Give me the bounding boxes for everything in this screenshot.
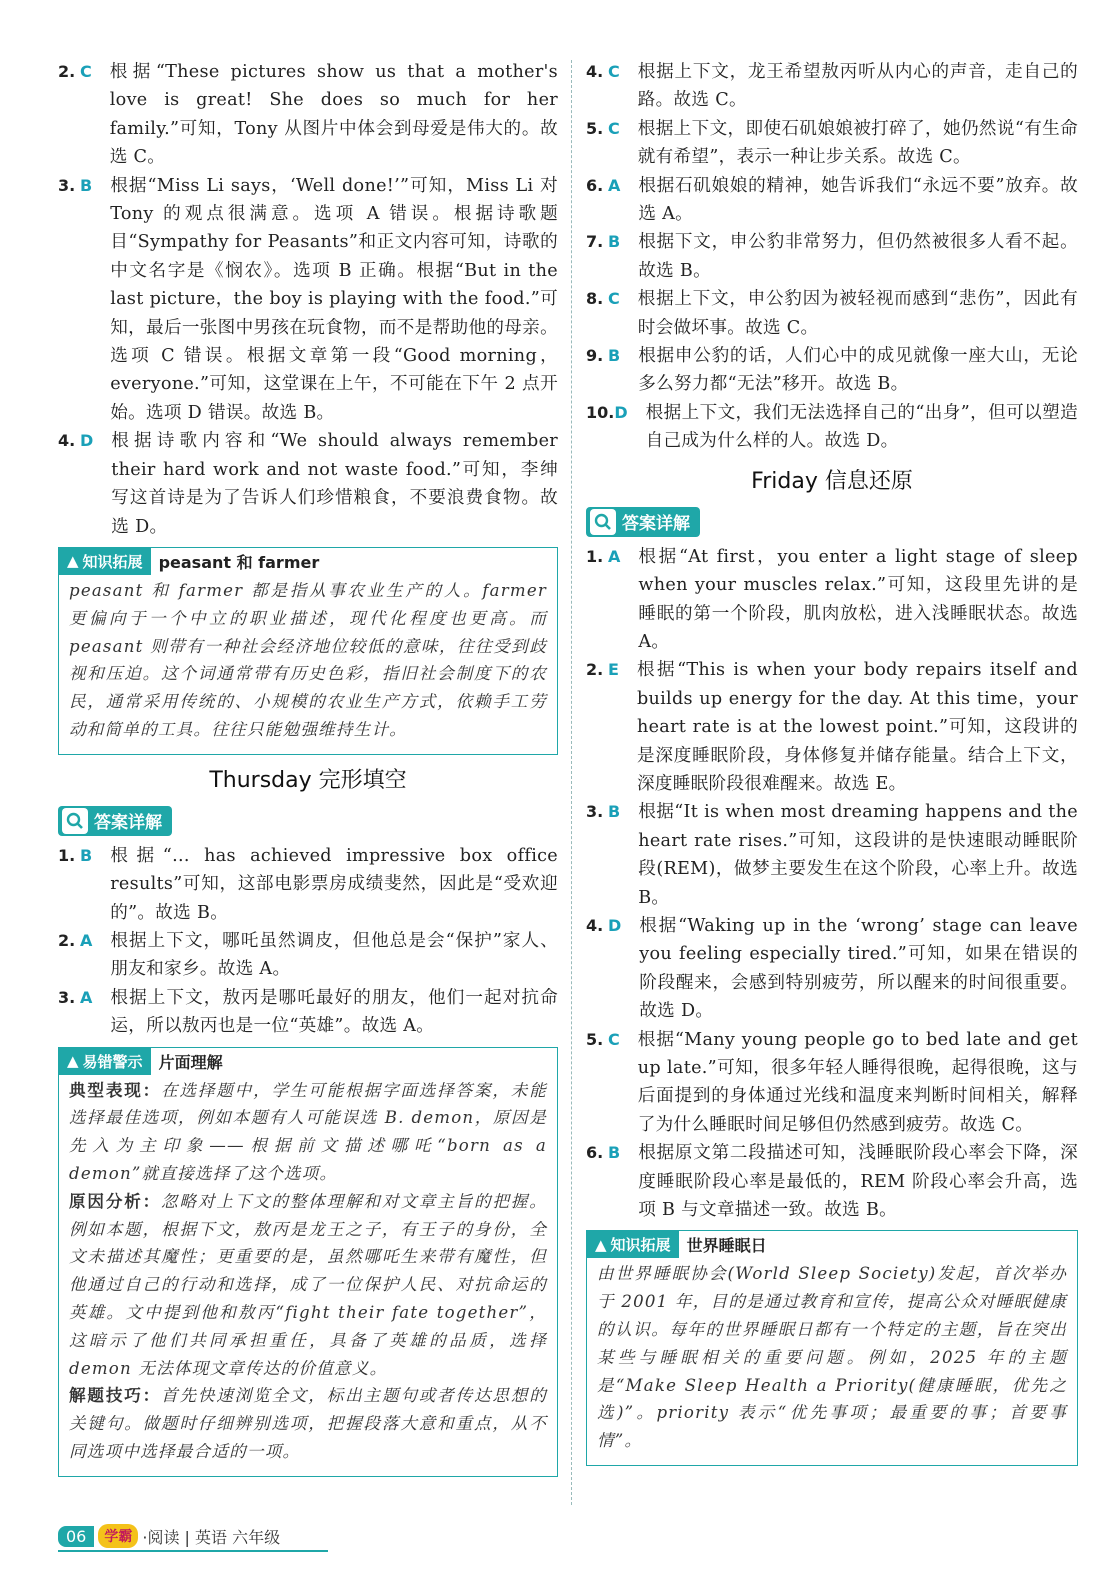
answer-letter: C: [608, 62, 620, 81]
answer-explanation: 根据石矶娘娘的精神，她告诉我们“永远不要”放弃。故选 A。: [638, 175, 1078, 225]
answer-explanation: 根据“… has achieved impressive box office results”可知，这部电影票房成绩斐然，因此是“受欢迎的”。故选 B。: [110, 845, 558, 923]
answer-item: 1. B 根据“… has achieved impressive box office results”可知，这部电影票房成绩斐然，因此是“受欢迎的”。故选 B。: [58, 842, 558, 927]
answer-letter: B: [608, 346, 621, 366]
warning-triangle-icon: ▲: [595, 1235, 607, 1254]
answer-explanation: 根据申公豹的话，人们心中的成见就像一座大山，无论多么努力都“无法”移开。故选 B。: [638, 346, 1078, 395]
answer-explanation: 根据上下文，敖丙是哪吒最好的朋友，他们一起对抗命运，所以敖丙也是一位“英雄”。故选 A。: [110, 987, 558, 1037]
section-title-friday: Friday 信息还原: [751, 468, 913, 494]
box-body: 由世界睡眠协会(World Sleep Society)发起，首次举办于 2001 年，目的是通过教育和宣传，提高公众对睡眠健康的认识。每年的世界睡眠日都有一个特定的主题，旨在突出某些与睡眠相关的重要问题。例如，2025 年的主题是“Make Sleep Health a Priority(健康睡眠，优先之选)”。priority 表示“优先事项；最重要的事；首要事情”。: [597, 1264, 1067, 1451]
answer-letter: A: [608, 546, 621, 566]
answer-item: 3. B 根据“Miss Li says，‘Well done!’”可知，Miss Li 对 Tony 的观点很满意。选项 A 错误。根据诗歌题目“Sympathy for Peasants”和正文内容可知，诗歌的中文名字是《悯农》。选项 B 正确。根据“But in the last picture，the boy is playing with the food.”可知，最后一张图中男孩在玩食物，而不是帮助他的母亲。选项 C 错误。根据文章第一段“Good morning，everyone.”可知，这堂课在上午，不可能在下午 2 点开始。选项 D 错误。故选 B。: [58, 172, 558, 428]
page-number: 06: [58, 1526, 94, 1547]
search-icon: [590, 509, 616, 535]
thursday-answers-cont: [586, 58, 1078, 456]
left-column: [58, 58, 558, 1485]
thursday-answers: [58, 842, 558, 1041]
answer-letter: C: [608, 289, 620, 309]
warning-box-one-sided: [58, 1047, 558, 1477]
answer-item: 2. E 根据“This is when your body repairs itself and builds up energy for the day. At this time，your heart rate is at the lowest point.”可知，这段讲的是深度睡眠阶段，身体修复并储存能量。结合上下文，深度睡眠阶段很难醒来。故选 E。: [586, 656, 1078, 798]
box-paragraph: 解题技巧：首先快速浏览全文，标出主题句或者传达思想的关键句。做题时仔细辨别选项，把握段落大意和重点，从不同选项中选择最合适的一项。: [69, 1386, 548, 1461]
answer-item: 7. B 根据下文，申公豹非常努力，但仍然被很多人看不起。故选 B。: [586, 228, 1078, 285]
answer-explanation: 根据下文，申公豹非常努力，但仍然被很多人看不起。故选 B。: [638, 232, 1078, 281]
answer-letter: B: [80, 175, 93, 195]
right-column: [586, 58, 1078, 1474]
answer-letter: B: [608, 1143, 621, 1163]
answer-detail-badge: 答案详解: [586, 507, 700, 537]
answer-letter: D: [608, 915, 622, 935]
answer-item: 9. B 根据申公豹的话，人们心中的成见就像一座大山，无论多么努力都“无法”移开。故选 B。: [586, 342, 1078, 399]
answer-letter: D: [614, 402, 628, 422]
answer-letter: A: [608, 175, 621, 195]
answer-letter: D: [80, 431, 94, 451]
friday-answers: [586, 543, 1078, 1225]
knowledge-box-peasant-farmer: [58, 547, 558, 755]
answer-letter: E: [608, 660, 619, 680]
warning-triangle-icon: ▲: [67, 1052, 79, 1071]
answer-explanation: 根据原文第二段描述可知，浅睡眠阶段心率会下降，深度睡眠阶段心率是最低的，REM 阶段心率会升高，选项 B 与文章描述一致。故选 B。: [638, 1143, 1078, 1221]
answer-letter: C: [608, 118, 620, 138]
answer-item: 4. D 根据“Waking up in the ‘wrong’ stage can leave you feeling especially tired.”可知，如果在错误的阶段醒来，会感到特别疲劳，所以醒来的时间很重要。故选 D。: [586, 912, 1078, 1026]
answer-explanation: 根据“Miss Li says，‘Well done!’”可知，Miss Li 对 Tony 的观点很满意。选项 A 错误。根据诗歌题目“Sympathy for Peasants”和正文内容可知，诗歌的中文名字是《悯农》。选项 B 正确。根据“But in the last picture，the boy is playing with the food.”可知，最后一张图中男孩在玩食物，而不是帮助他的母亲。选项 C 错误。根据文章第一段“Good morning，everyone.”可知，这堂课在上午，不可能在下午 2 点开始。选项 D 错误。故选 B。: [110, 175, 558, 423]
warning-tag: ▲ 易错警示: [59, 1048, 151, 1075]
answer-letter: B: [608, 232, 621, 252]
wednesday-answers: [58, 58, 558, 541]
answer-detail-badge: 答案详解: [58, 806, 172, 836]
answer-item: 6. B 根据原文第二段描述可知，浅睡眠阶段心率会下降，深度睡眠阶段心率是最低的，REM 阶段心率会升高，选项 B 与文章描述一致。故选 B。: [586, 1139, 1078, 1224]
page-footer: [58, 1524, 280, 1548]
answer-explanation: 根据“It is when most dreaming happens and the heart rate rises.”可知，这段讲的是快速眼动睡眠阶段(REM)，做梦主要发生在这个阶段，心率上升。故选 B。: [638, 802, 1078, 908]
answer-letter: C: [608, 1029, 620, 1049]
answer-letter: A: [80, 930, 93, 950]
box-paragraph: 原因分析：忽略对上下文的整体理解和对文章主旨的把握。例如本题，根据下文，敖丙是龙王之子，有王子的身份，全文未描述其魔性；更重要的是，虽然哪吒生来带有魔性，但他通过自己的行动和选择，成了一位保护人民、对抗命运的英雄。文中提到他和敖丙“fight their fate together”，这暗示了他们共同承担重任，具备了英雄的品质，选择 demon 无法体现文章传达的价值意义。: [69, 1191, 548, 1378]
box-title: 世界睡眠日: [686, 1236, 767, 1256]
answer-letter: C: [80, 62, 92, 81]
answer-letter: A: [80, 987, 93, 1007]
answer-explanation: 根据“This is when your body repairs itself and builds up energy for the day. At this time，your heart rate is at the lowest point.”可知，这段讲的是深度睡眠阶段，身体修复并储存能量。结合上下文，深度睡眠阶段很难醒来。故选 E。: [636, 660, 1078, 794]
box-title: peasant 和 farmer: [158, 552, 320, 572]
box-paragraph: 典型表现：在选择题中，学生可能根据字面选择答案，未能选择最佳选项，例如本题有人可能误选 B. demon，原因是先入为主印象——根据前文描述哪吒“born as a demon”就直接选择了这个选项。: [69, 1080, 548, 1183]
search-icon: [62, 808, 88, 834]
brand-logo: 学霸: [98, 1524, 138, 1548]
answer-letter: B: [608, 802, 621, 822]
answer-explanation: 根据“Many young people go to bed late and get up late.”可知，很多年轻人睡得很晚，起得很晚，这与后面提到的身体通过光线和温度来判断时间相关，解释了为什么睡眠时间足够但仍然感到疲劳。故选 C。: [637, 1029, 1078, 1135]
section-title-thursday: Thursday 完形填空: [209, 767, 407, 793]
answer-item: 4. C 根据上下文，龙王希望敖丙听从内心的声音，走自己的路。故选 C。: [586, 58, 1078, 115]
answer-explanation: 根据上下文，哪吒虽然调皮，但他总是会“保护”家人、朋友和家乡。故选 A。: [110, 930, 558, 980]
footer-line: [58, 1550, 328, 1552]
answer-item: 1. A 根据“At first，you enter a light stage of sleep when your muscles relax.”可知，这段里先讲的是睡眠的第一个阶段，肌肉放松，进入浅睡眠状态。故选 A。: [586, 543, 1078, 657]
knowledge-box-world-sleep-day: [586, 1230, 1078, 1466]
footer-text: ·阅读 | 英语 六年级: [142, 1527, 281, 1547]
answer-item: 5. C 根据上下文，即使石矶娘娘被打碎了，她仍然说“有生命就有希望”，表示一种让步关系。故选 C。: [586, 115, 1078, 172]
box-title: 片面理解: [158, 1052, 223, 1072]
answer-item: 3. A 根据上下文，敖丙是哪吒最好的朋友，他们一起对抗命运，所以敖丙也是一位“英雄”。故选 A。: [58, 984, 558, 1041]
box-body: [69, 1077, 547, 1466]
answer-item: 3. B 根据“It is when most dreaming happens and the heart rate rises.”可知，这段讲的是快速眼动睡眠阶段(REM)，做梦主要发生在这个阶段，心率上升。故选 B。: [586, 798, 1078, 912]
answer-explanation: 根据“At first，you enter a light stage of sleep when your muscles relax.”可知，这段里先讲的是睡眠的第一个阶段，肌肉放松，进入浅睡眠状态。故选 A。: [638, 546, 1078, 652]
answer-item: 4. D 根据诗歌内容和“We should always remember their hard work and not waste food.”可知，李绅写这首诗是为了告诉人们珍惜粮食，不要浪费食物。故选 D。: [58, 427, 558, 541]
answer-explanation: 根据上下文，即使石矶娘娘被打碎了，她仍然说“有生命就有希望”，表示一种让步关系。故选 C。: [637, 118, 1078, 168]
knowledge-tag: ▲ 知识拓展: [59, 548, 151, 575]
answer-explanation: 根据上下文，龙王希望敖丙听从内心的声音，走自己的路。故选 C。: [637, 62, 1078, 111]
answer-explanation: 根据上下文，我们无法选择自己的“出身”，但可以塑造自己成为什么样的人。故选 D。: [645, 402, 1078, 452]
answer-explanation: 根据上下文，申公豹因为被轻视而感到“悲伤”，因此有时会做坏事。故选 C。: [637, 289, 1078, 338]
warning-triangle-icon: ▲: [67, 552, 79, 571]
column-divider: [571, 60, 572, 1505]
answer-explanation: 根据诗歌内容和“We should always remember their hard work and not waste food.”可知，李绅写这首诗是为了告诉人们珍惜粮食，不要浪费食物。故选 D。: [111, 431, 558, 537]
knowledge-tag: ▲ 知识拓展: [587, 1231, 679, 1258]
answer-item: 5. C 根据“Many young people go to bed late and get up late.”可知，很多年轻人睡得很晚，起得很晚，这与后面提到的身体通过光线和温度来判断时间相关，解释了为什么睡眠时间足够但仍然感到疲劳。故选 C。: [586, 1026, 1078, 1140]
answer-letter: B: [80, 845, 93, 865]
answer-explanation: 根据“Waking up in the ‘wrong’ stage can leave you feeling especially tired.”可知，如果在错误的阶段醒来，会感到特别疲劳，所以醒来的时间很重要。故选 D。: [639, 915, 1078, 1022]
answer-item: 6. A 根据石矶娘娘的精神，她告诉我们“永远不要”放弃。故选 A。: [586, 172, 1078, 229]
answer-item: 2. C 根据“These pictures show us that a mother's love is great! She does so much for her family.”可知，Tony 从图片中体会到母爱是伟大的。故选 C。: [58, 58, 558, 172]
answer-item: 2. A 根据上下文，哪吒虽然调皮，但他总是会“保护”家人、朋友和家乡。故选 A。: [58, 927, 558, 984]
answer-explanation: 根据“These pictures show us that a mother's love is great! She does so much for her family.”可知，Tony 从图片中体会到母爱是伟大的。故选 C。: [109, 62, 558, 168]
answer-item: 10. D 根据上下文，我们无法选择自己的“出身”，但可以塑造自己成为什么样的人。故选 D。: [586, 399, 1078, 456]
answer-item: 8. C 根据上下文，申公豹因为被轻视而感到“悲伤”，因此有时会做坏事。故选 C。: [586, 285, 1078, 342]
box-body: peasant 和 farmer 都是指从事农业生产的人。farmer 更偏向于一个中立的职业描述，现代化程度也更高。而 peasant 则带有一种社会经济地位较低的意味，往往受到歧视和压迫。这个词通常带有历史色彩，指旧社会制度下的农民，通常采用传统的、小规模的农业生产方式，依赖手工劳动和简单的工具。往往只能勉强维持生计。: [69, 580, 547, 739]
